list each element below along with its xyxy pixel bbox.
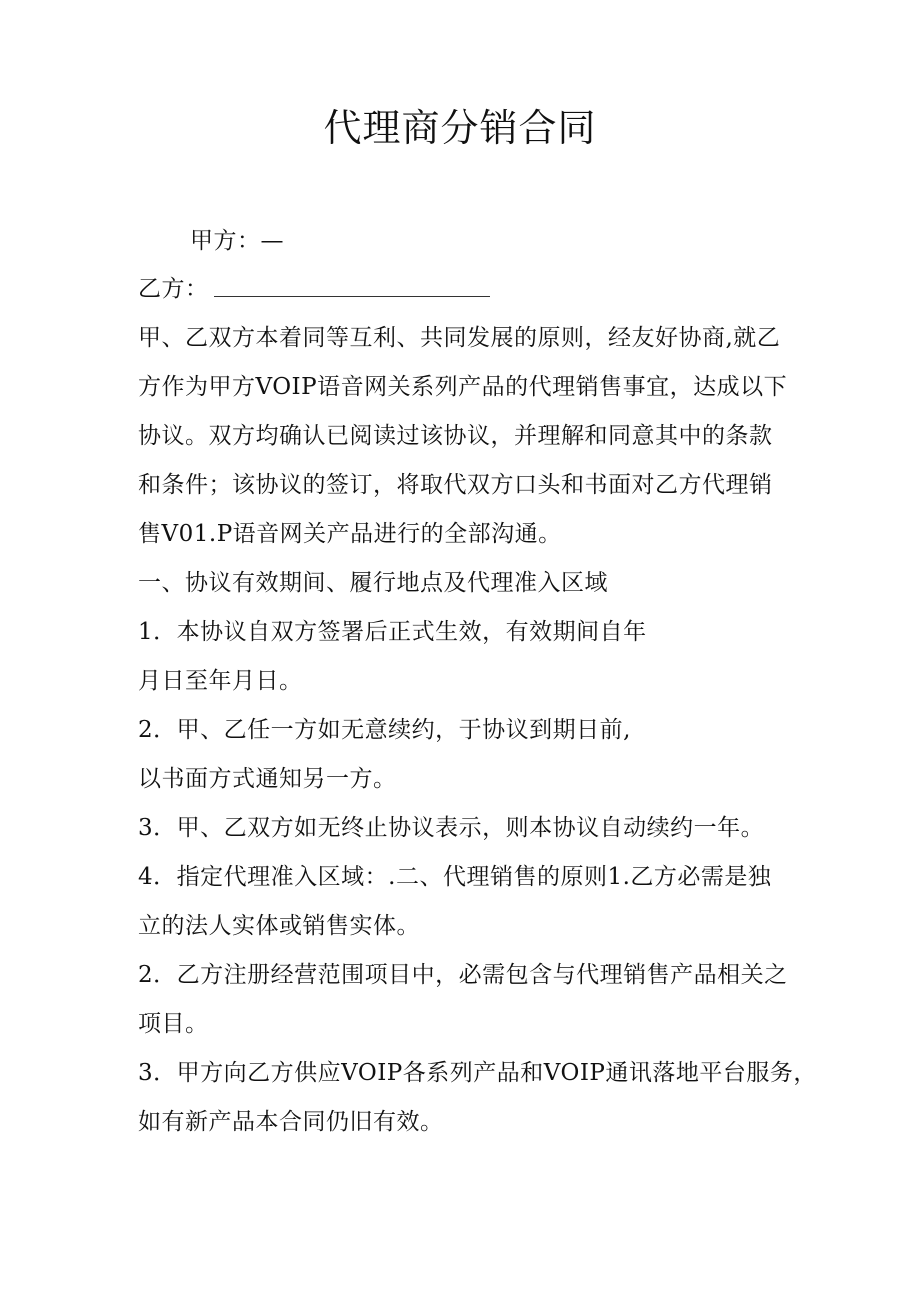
body-line-1: 甲、乙双方本着同等互利、共同发展的原则，经友好协商,就乙 [138, 325, 781, 351]
clause-2-2: 2．乙方注册经营范围项目中，必需包含与代理销售产品相关之 [138, 962, 788, 988]
clause-2-2-cont: 项目。 [138, 1011, 209, 1037]
clause-1-1: 1．本协议自双方签署后正式生效，有效期间自年 [138, 619, 647, 645]
party-b-blank-line [214, 296, 490, 297]
clause-2-1-cont: 立的法人实体或销售实体。 [138, 913, 420, 939]
clause-1-2-cont: 以书面方式通知另一方。 [138, 766, 397, 792]
body-line-3: 协议。双方均确认已阅读过该协议，并理解和同意其中的条款 [138, 423, 773, 449]
clause-1-1-cont: 月日至年月日。 [138, 668, 303, 694]
body-line-4: 和条件；该协议的签订，将取代双方口头和书面对乙方代理销 [138, 472, 773, 498]
party-b-label: 乙方： [138, 276, 209, 302]
clause-1-3: 3．甲、乙双方如无终止协议表示，则本协议自动续约一年。 [138, 815, 765, 841]
clause-2-3: 3．甲方向乙方供应VOIP各系列产品和VOIP通讯落地平台服务， [138, 1060, 817, 1086]
clause-1-4: 4．指定代理准入区域：.二、代理销售的原则1.乙方必需是独 [138, 864, 772, 890]
body-line-5: 售V01.P语音网关产品进行的全部沟通。 [138, 521, 562, 547]
party-a-line: 甲方：— [190, 228, 284, 254]
document-title: 代理商分销合同 [323, 106, 597, 150]
clause-2-3-cont: 如有新产品本合同仍旧有效。 [138, 1109, 444, 1135]
body-line-2: 方作为甲方VOIP语音网关系列产品的代理销售事宜，达成以下 [138, 374, 788, 400]
section-heading-1: 一、协议有效期间、履行地点及代理准入区域 [138, 570, 608, 596]
clause-1-2: 2．甲、乙任一方如无意续约，于协议到期日前, [138, 717, 631, 743]
